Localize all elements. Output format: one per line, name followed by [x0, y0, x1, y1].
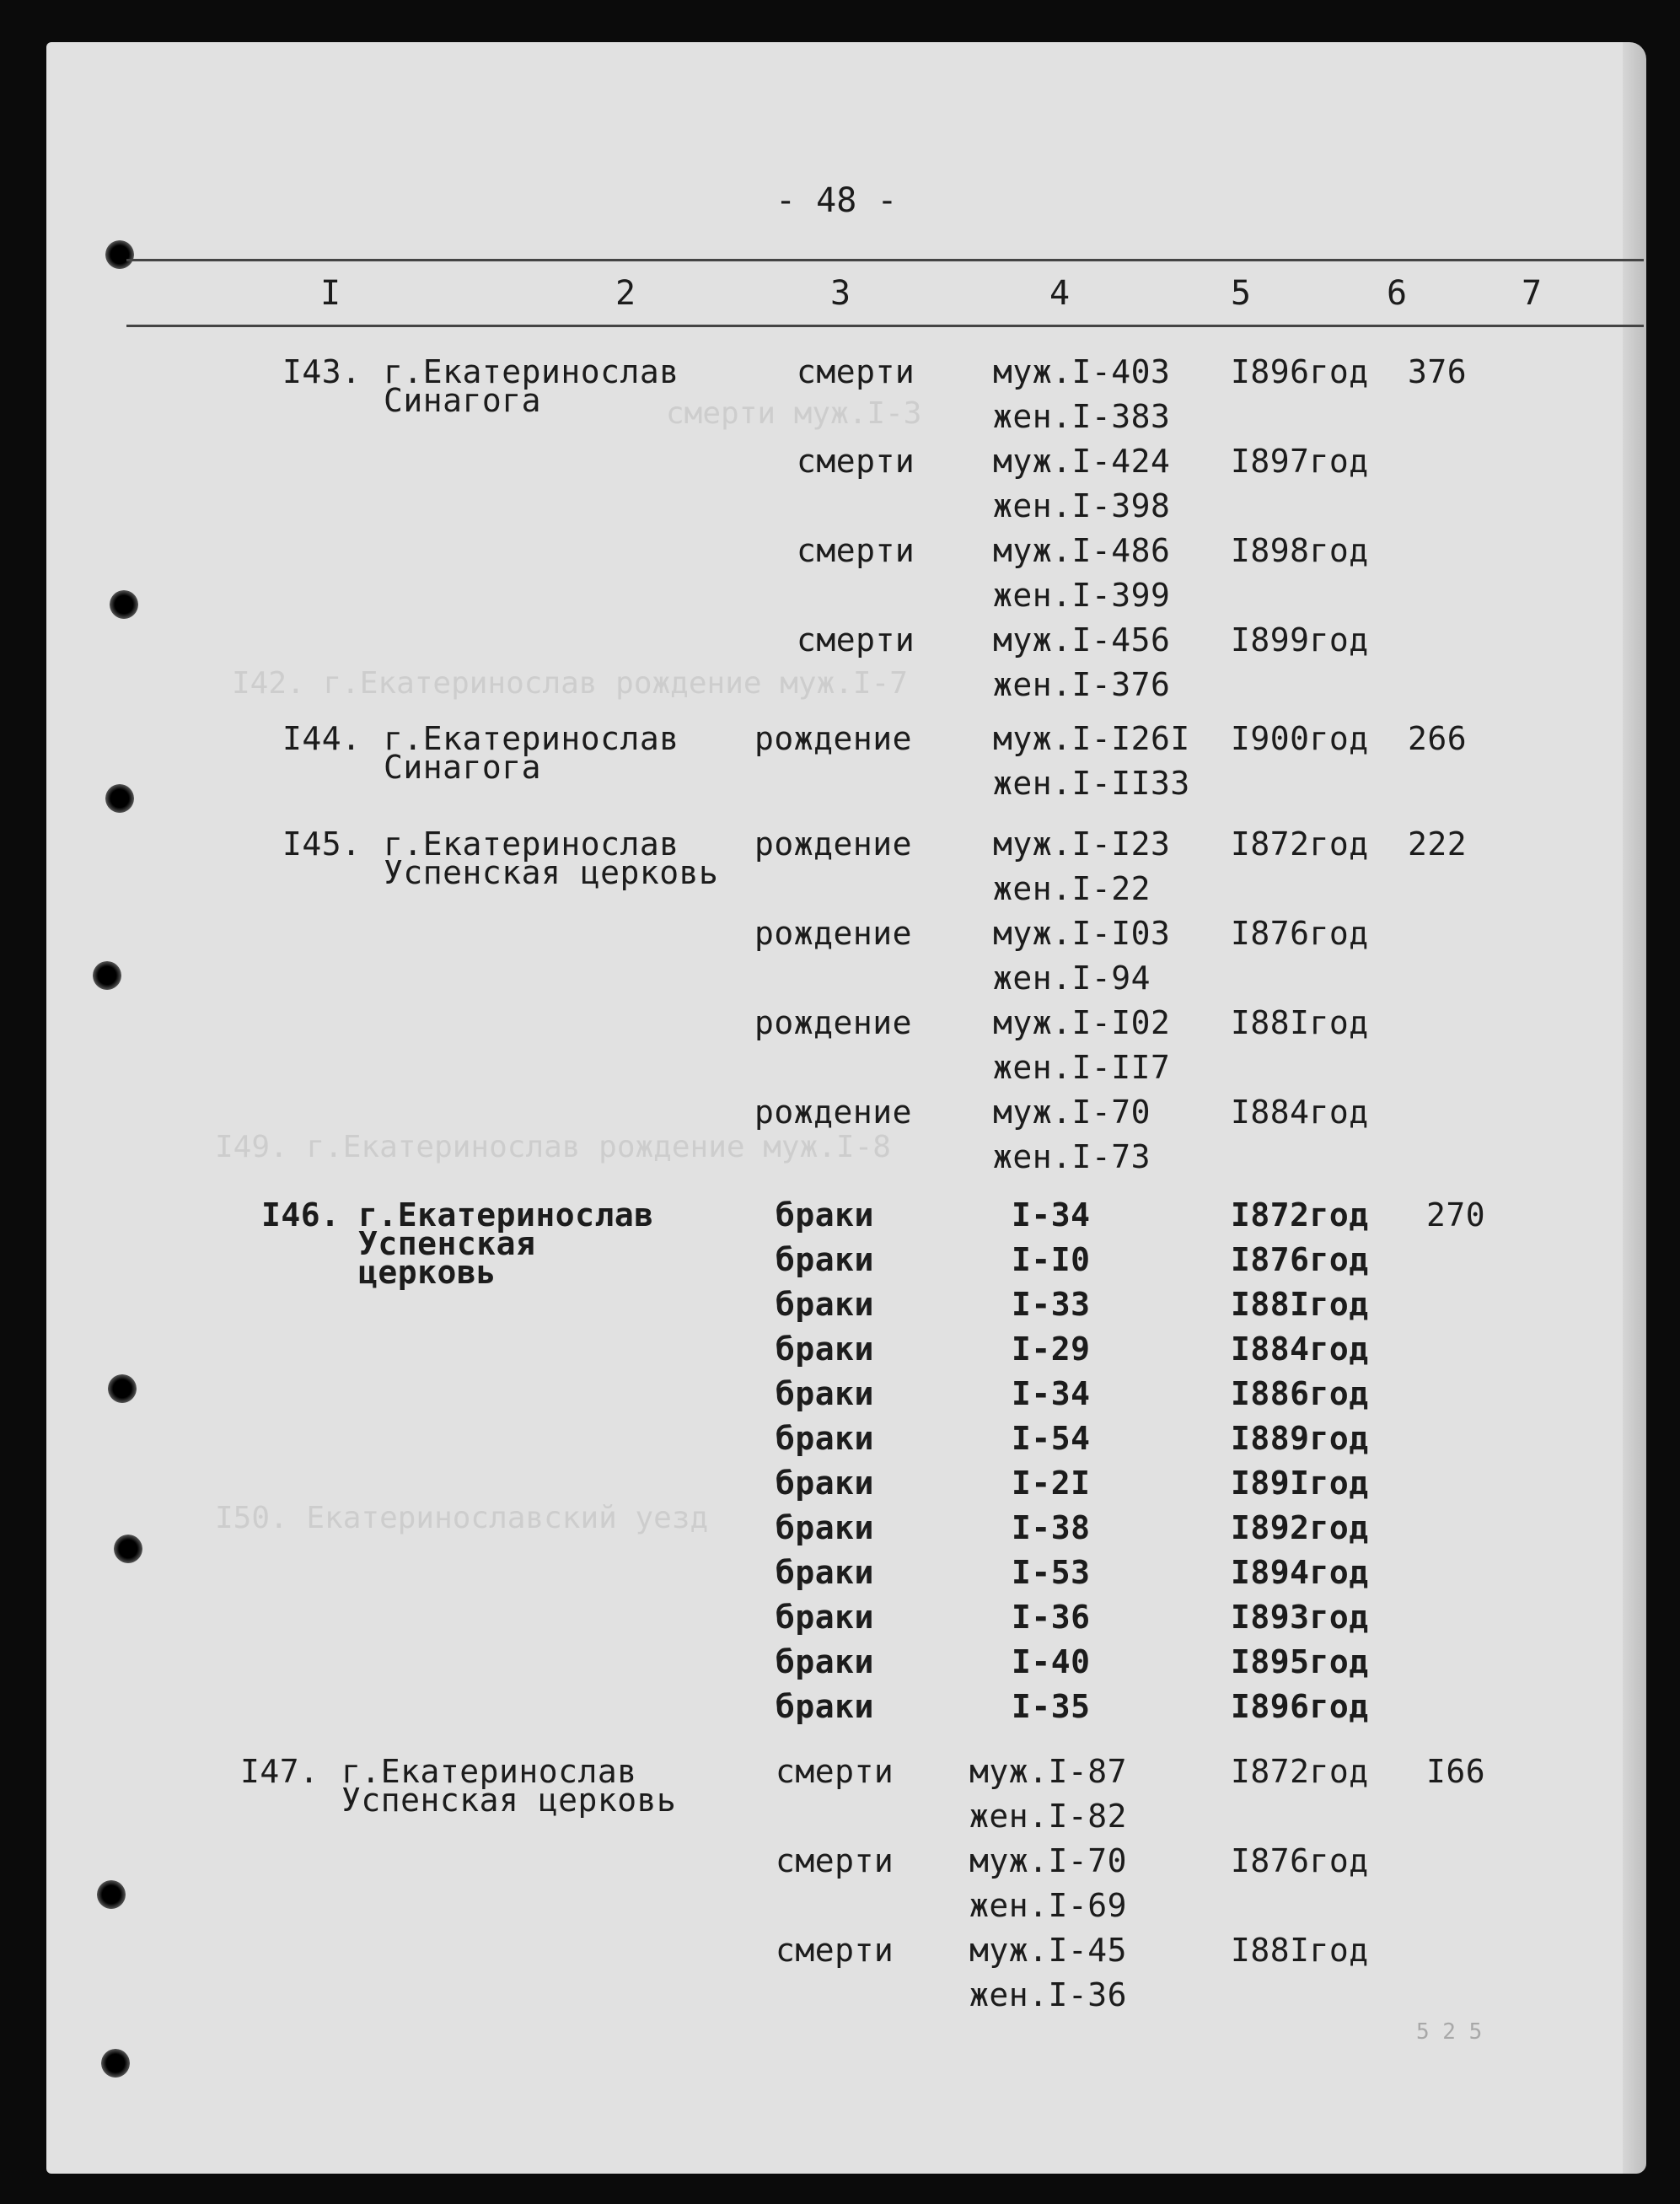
record-year: I894год: [1231, 1554, 1369, 1591]
record-number: I47.: [240, 1753, 319, 1790]
record-type: браки: [776, 1688, 874, 1725]
record-tally: жен.I-399: [993, 577, 1171, 614]
record-place-line: Синагога: [384, 382, 542, 419]
record-number: I44.: [282, 720, 362, 757]
punch-hole: [101, 2049, 130, 2078]
record-year: I900год: [1231, 720, 1369, 757]
punch-hole: [105, 240, 134, 269]
record-tally: I-38: [1012, 1509, 1091, 1546]
record-year: I884год: [1231, 1094, 1369, 1131]
record-tally: I-2I: [1012, 1465, 1091, 1502]
punch-hole: [110, 590, 138, 619]
record-type: рождение: [754, 720, 913, 757]
record-year: I897год: [1231, 443, 1369, 480]
record-type: смерти: [776, 1842, 894, 1879]
record-year: I899год: [1231, 621, 1369, 659]
record-year: I88Iгод: [1231, 1286, 1369, 1323]
record-type: браки: [776, 1554, 874, 1591]
record-place-line: Успенская: [358, 1225, 536, 1262]
record-number: I46.: [261, 1196, 341, 1234]
record-year: I872год: [1231, 825, 1369, 863]
record-tally: жен.I-398: [993, 487, 1171, 524]
record-tally: I-29: [1012, 1330, 1091, 1368]
record-type: рождение: [754, 825, 913, 863]
record-tally: муж.I-70: [969, 1842, 1128, 1879]
record-tally: жен.I-II33: [993, 765, 1190, 802]
record-tally: муж.I-424: [993, 443, 1171, 480]
record-count: 266: [1408, 720, 1468, 757]
punch-hole: [114, 1535, 142, 1563]
record-year: I872год: [1231, 1196, 1369, 1234]
record-tally: муж.I-486: [993, 532, 1171, 569]
record-tally: жен.I-69: [969, 1887, 1128, 1924]
record-type: смерти: [797, 532, 915, 569]
record-tally: муж.I-I23: [993, 825, 1171, 863]
record-count: 270: [1426, 1196, 1486, 1234]
record-type: браки: [776, 1599, 874, 1636]
punch-hole: [108, 1374, 137, 1403]
record-year: I884год: [1231, 1330, 1369, 1368]
column-number: 4: [1049, 274, 1071, 313]
record-type: рождение: [754, 1004, 913, 1041]
record-tally: муж.I-I02: [993, 1004, 1171, 1041]
record-tally: I-35: [1012, 1688, 1091, 1725]
record-count: 222: [1408, 825, 1468, 863]
record-place-line: г.Екатеринослав: [384, 825, 679, 863]
record-tally: жен.I-94: [993, 960, 1151, 997]
record-place-line: г.Екатеринослав: [341, 1753, 637, 1790]
record-type: смерти: [776, 1753, 894, 1790]
record-year: I896год: [1231, 353, 1369, 390]
column-number: 5: [1231, 274, 1252, 313]
record-type: браки: [776, 1465, 874, 1502]
record-place-line: Успенская церковь: [341, 1782, 677, 1819]
record-type: смерти: [776, 1932, 894, 1969]
record-tally: муж.I-456: [993, 621, 1171, 659]
header-rule-bottom: [126, 325, 1644, 327]
record-type: смерти: [797, 621, 915, 659]
column-number: I: [320, 274, 341, 313]
record-type: браки: [776, 1643, 874, 1680]
record-type: браки: [776, 1375, 874, 1412]
record-tally: жен.I-376: [993, 666, 1171, 703]
record-year: I893год: [1231, 1599, 1369, 1636]
record-tally: I-54: [1012, 1420, 1091, 1457]
record-place-line: Синагога: [384, 749, 542, 786]
record-year: I892год: [1231, 1509, 1369, 1546]
record-tally: жен.I-82: [969, 1798, 1128, 1835]
record-place-line: г.Екатеринослав: [384, 720, 679, 757]
record-year: I889год: [1231, 1420, 1369, 1457]
record-tally: жен.I-II7: [993, 1049, 1171, 1086]
punch-hole: [105, 784, 134, 813]
record-count: 376: [1408, 353, 1468, 390]
record-tally: I-53: [1012, 1554, 1091, 1591]
record-year: I872год: [1231, 1753, 1369, 1790]
record-count: I66: [1426, 1753, 1486, 1790]
record-year: I88Iгод: [1231, 1004, 1369, 1041]
record-tally: I-33: [1012, 1286, 1091, 1323]
record-tally: I-36: [1012, 1599, 1091, 1636]
faded-stamp: 5 2 5: [1416, 2019, 1483, 2045]
record-year: I876год: [1231, 1842, 1369, 1879]
punch-hole: [97, 1880, 126, 1909]
record-type: браки: [776, 1241, 874, 1278]
record-year: I876год: [1231, 915, 1369, 952]
record-tally: I-40: [1012, 1643, 1091, 1680]
column-number: 3: [830, 274, 851, 313]
record-type: смерти: [797, 443, 915, 480]
record-tally: жен.I-22: [993, 870, 1151, 907]
record-number: I43.: [282, 353, 362, 390]
record-tally: жен.I-383: [993, 398, 1171, 435]
record-type: браки: [776, 1286, 874, 1323]
record-tally: муж.I-70: [993, 1094, 1151, 1131]
column-number: 7: [1522, 274, 1543, 313]
record-number: I45.: [282, 825, 362, 863]
record-tally: муж.I-87: [969, 1753, 1128, 1790]
record-tally: муж.I-I26I: [993, 720, 1190, 757]
column-number: 6: [1387, 274, 1408, 313]
record-tally: муж.I-I03: [993, 915, 1171, 952]
record-type: браки: [776, 1196, 874, 1234]
record-year: I886год: [1231, 1375, 1369, 1412]
record-type: браки: [776, 1330, 874, 1368]
record-tally: I-I0: [1012, 1241, 1091, 1278]
record-year: I89Iгод: [1231, 1465, 1369, 1502]
record-tally: I-34: [1012, 1375, 1091, 1412]
record-year: I895год: [1231, 1643, 1369, 1680]
punch-hole: [93, 961, 121, 990]
page-number: - 48 -: [776, 181, 898, 220]
record-place-line: Успенская церковь: [384, 854, 719, 891]
column-number: 2: [615, 274, 636, 313]
record-place-line: г.Екатеринослав: [384, 353, 679, 390]
record-place-line: церковь: [358, 1254, 496, 1291]
record-year: I88Iгод: [1231, 1932, 1369, 1969]
record-year: I896год: [1231, 1688, 1369, 1725]
record-tally: муж.I-45: [969, 1932, 1128, 1969]
sheet-edge: [1623, 42, 1646, 2174]
record-year: I898год: [1231, 532, 1369, 569]
record-type: браки: [776, 1420, 874, 1457]
record-type: рождение: [754, 915, 913, 952]
record-type: рождение: [754, 1094, 913, 1131]
record-type: смерти: [797, 353, 915, 390]
record-tally: I-34: [1012, 1196, 1091, 1234]
record-type: браки: [776, 1509, 874, 1546]
record-place-line: г.Екатеринослав: [358, 1196, 654, 1234]
record-tally: жен.I-36: [969, 1976, 1128, 2013]
record-tally: муж.I-403: [993, 353, 1171, 390]
record-tally: жен.I-73: [993, 1138, 1151, 1175]
record-year: I876год: [1231, 1241, 1369, 1278]
header-rule-top: [126, 259, 1644, 261]
